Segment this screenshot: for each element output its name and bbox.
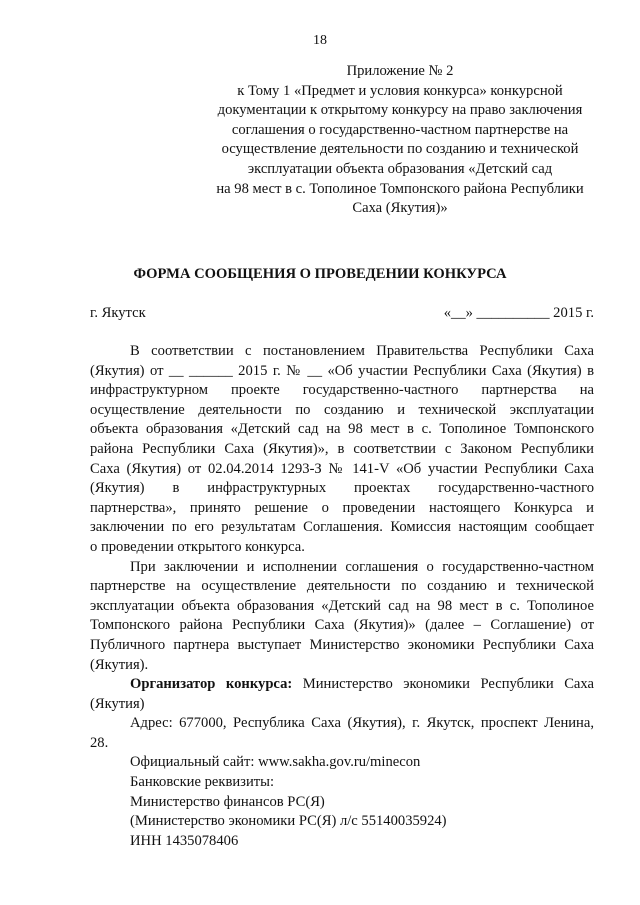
appendix-line: осуществление деятельности по созданию и технической: [221, 141, 579, 158]
paragraph-line: о проведении открытого конкурса.: [90, 538, 305, 555]
page-number: 18: [313, 33, 327, 48]
paragraph-line: района Республики Саха (Якутия)», в соответствии с Законом Республики: [90, 440, 594, 457]
paragraph-1: [90, 342, 594, 851]
organizer-label: Организатор конкурса:: [130, 676, 293, 693]
paragraph-line: осуществление деятельности по созданию и технической эксплуатации: [90, 401, 594, 418]
inn: ИНН 1435078406: [130, 832, 239, 849]
appendix-line: к Тому 1 «Предмет и условия конкурса» конкурсной: [237, 82, 563, 99]
organizer-line: [90, 675, 594, 695]
paragraph-line: партнерстве на осуществление деятельности по созданию и технической: [90, 578, 594, 595]
organizer-value-cont: (Якутия): [90, 695, 145, 712]
paragraph-line: инфраструктурном проекте государственно-частного партнерства на: [90, 382, 594, 399]
paragraph-line: объекта образования «Детский сад на 98 мест в с. Тополиное Томпонского: [90, 421, 594, 438]
paragraph-line: При заключении и исполнении соглашения о государственно-частном: [130, 558, 594, 575]
bank-line: Министерство финансов РС(Я): [130, 793, 325, 810]
bank-line: (Министерство экономики РС(Я) л/с 55140035924): [130, 813, 447, 830]
appendix-line: документации к открытому конкурсу на право заключения: [217, 102, 583, 119]
appendix-line: эксплуатации объекта образования «Детский сад: [247, 160, 553, 177]
paragraph-line: В соответствии с постановлением Правительства Республики Саха: [130, 343, 594, 359]
document-title: ФОРМА СООБЩЕНИЯ О ПРОВЕДЕНИИ КОНКУРСА: [133, 266, 507, 282]
paragraph-line: Саха (Якутия) от 02.04.2014 1293-З № 141-V «Об участии Республики Саха: [90, 460, 594, 477]
organizer-value: Министерство экономики Республики Саха: [292, 676, 594, 693]
paragraph-line: (Якутия) от __ ______ 2015 г. № __ «Об участии Республики Саха (Якутия) в: [90, 362, 594, 379]
paragraph-line: заключении по его результатам Соглашения. Комиссия настоящим сообщает: [90, 519, 594, 536]
appendix-header: [190, 62, 610, 219]
appendix-line: на 98 мест в с. Тополиное Томпонского района Республики: [216, 180, 584, 197]
paragraph-line: эксплуатации объекта образования «Детский сад на 98 мест в с. Тополиное: [90, 597, 594, 614]
appendix-line: соглашения о государственно-частном партнерстве на: [231, 121, 569, 138]
paragraph-line: Томпонского района Республики Саха (Якутия)» (далее – Соглашение) от: [90, 617, 594, 634]
paragraph-line: партнерства», принято решение о проведении настоящего Конкурса и: [90, 499, 594, 516]
organizer-address: Адрес: 677000, Республика Саха (Якутия), г. Якутск, проспект Ленина,: [130, 715, 594, 732]
organizer-site: Официальный сайт: www.sakha.gov.ru/minecon: [130, 754, 421, 771]
appendix-line: Приложение № 2: [346, 63, 454, 79]
appendix-line: Саха (Якутия)»: [352, 200, 448, 217]
paragraph-line: (Якутия).: [90, 656, 149, 673]
date: «__» __________ 2015 г.: [443, 305, 594, 321]
paragraph-line: Публичного партнера выступает Министерство экономики Республики Саха: [90, 636, 594, 653]
bank-label: Банковские реквизиты:: [130, 774, 274, 791]
organizer-address-cont: 28.: [90, 734, 109, 751]
paragraph-line: (Якутия) в инфраструктурных проектах государственно-частного: [90, 480, 594, 497]
place: г. Якутск: [90, 305, 146, 321]
